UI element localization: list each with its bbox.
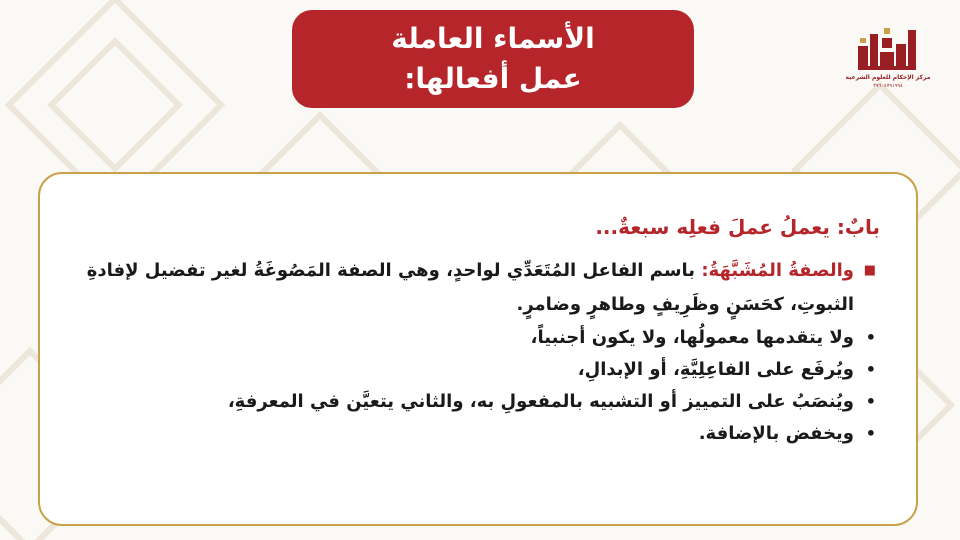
list-item: [48, 386, 880, 418]
definition-text: باسم الفاعل المُتَعَدِّي لواحدٍ، وهي الصفة المَصُوغَةُ لغير تفضيل لإفادةِ الثبوتِ، كحَسَنٍ وظَرِيفٍ وطاهرٍ وضامرٍ.: [86, 260, 854, 315]
logo-subtitle: مركز الإحكام للعلوم الشرعية: [845, 74, 931, 81]
square-bullet-icon: ■: [863, 263, 876, 278]
dot-bullet-icon: •: [865, 360, 876, 379]
section-heading: بابٌ: يعملُ عملَ فعلِه سبعةٌ...: [595, 215, 880, 239]
rule-list: [48, 254, 880, 450]
bullet-text: ويخفض بالإضافة.: [698, 423, 854, 444]
bullet-text: ولا يتقدمها معمولُها، ولا يكون أجنبياً،: [530, 327, 854, 348]
term-highlight: والصفةُ المُشَبَّهَةُ:: [701, 260, 854, 281]
slide-title-box: [292, 10, 694, 108]
slide-title-line1: الأسماء العاملة: [391, 22, 595, 55]
dot-bullet-icon: •: [865, 328, 876, 347]
bullet-text: ويُرفَع على الفاعِلِيَّةِ، أو الإبدالِ،: [577, 359, 854, 380]
dot-bullet-icon: •: [865, 424, 876, 443]
content-body: [48, 212, 880, 450]
list-item: [48, 354, 880, 386]
logo-phone: ٢٩٦٠٤٧٩١٩٩٤: [873, 83, 903, 89]
list-item: [48, 418, 880, 450]
dot-bullet-icon: •: [865, 392, 876, 411]
brand-logo: [838, 22, 938, 94]
slide-title-line2: عمل أفعالها:: [404, 62, 582, 95]
list-item: [48, 254, 880, 322]
ihkam-logo-icon: [854, 26, 922, 74]
bullet-text: ويُنصَبُ على التمييز أو التشبيه بالمفعولِ به، والثاني يتعيَّن في المعرفةِ،: [227, 391, 854, 412]
list-item: [48, 322, 880, 354]
